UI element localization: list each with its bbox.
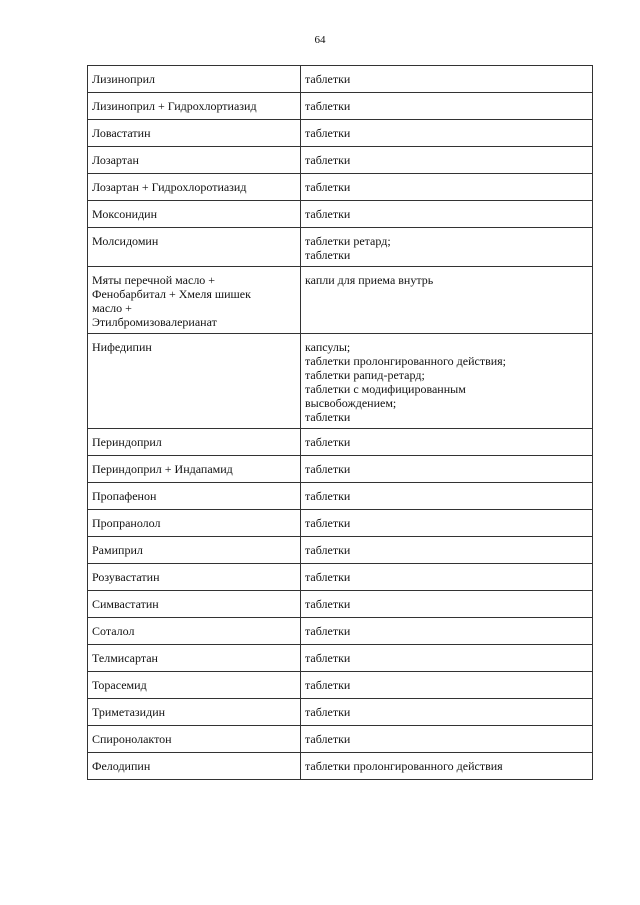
table-row — [88, 228, 593, 267]
table-row — [88, 672, 593, 699]
drug-name-line: Молсидомин — [92, 234, 159, 248]
drug-name-line: Моксонидин — [92, 207, 158, 221]
table-row — [88, 645, 593, 672]
drug-name-cell — [88, 537, 301, 564]
dosage-form-line: таблетки — [305, 180, 351, 194]
drug-name-line: Спиронолактон — [92, 732, 172, 746]
drug-name-line: Ловастатин — [92, 126, 151, 140]
dosage-form-cell — [301, 93, 593, 120]
drug-name-line: Пропранолол — [92, 516, 161, 530]
dosage-form-line: таблетки — [305, 207, 351, 221]
dosage-form-cell — [301, 456, 593, 483]
dosage-form-cell — [301, 537, 593, 564]
drug-name-cell — [88, 228, 301, 267]
drug-name-line: Рамиприл — [92, 543, 143, 557]
drug-name-cell — [88, 147, 301, 174]
table-row — [88, 66, 593, 93]
dosage-form-line: таблетки — [305, 516, 351, 530]
dosage-form-cell — [301, 174, 593, 201]
drug-name-cell — [88, 483, 301, 510]
dosage-form-cell — [301, 726, 593, 753]
table-row — [88, 591, 593, 618]
drug-name-cell — [88, 645, 301, 672]
drug-name-line: Лизиноприл — [92, 72, 155, 86]
table-body — [88, 66, 593, 780]
table-row — [88, 147, 593, 174]
table-row — [88, 618, 593, 645]
table-row — [88, 564, 593, 591]
drug-name-line: Мяты перечной масло + — [92, 273, 216, 287]
drug-name-line: Периндоприл + Индапамид — [92, 462, 233, 476]
drug-name-line: Нифедипин — [92, 340, 152, 354]
drug-name-cell — [88, 591, 301, 618]
drug-name-cell — [88, 66, 301, 93]
drug-name-line: Лозартан + Гидрохлоротиазид — [92, 180, 247, 194]
drug-name-line: Периндоприл — [92, 435, 162, 449]
dosage-form-line: таблетки пролонгированного действия — [305, 759, 503, 773]
drug-name-line: Симвастатин — [92, 597, 159, 611]
dosage-form-cell — [301, 564, 593, 591]
dosage-form-line: таблетки — [305, 678, 351, 692]
dosage-form-cell — [301, 483, 593, 510]
drug-name-line: Этилбромизовалерианат — [92, 315, 217, 329]
dosage-form-cell — [301, 120, 593, 147]
dosage-form-line: высвобождением; — [305, 396, 397, 410]
dosage-form-line: таблетки с модифицированным — [305, 382, 466, 396]
page-number: 64 — [314, 34, 326, 46]
table-row — [88, 726, 593, 753]
drug-name-cell — [88, 201, 301, 228]
dosage-form-line: таблетки рапид-ретард; — [305, 368, 425, 382]
dosage-form-line: капсулы; — [305, 340, 351, 354]
table-row — [88, 93, 593, 120]
dosage-form-line: таблетки — [305, 651, 351, 665]
table-row — [88, 120, 593, 147]
drug-name-line: Лизиноприл + Гидрохлортиазид — [92, 99, 257, 113]
drug-name-cell — [88, 174, 301, 201]
drug-name-cell — [88, 510, 301, 537]
dosage-form-line: капли для приема внутрь — [305, 273, 434, 287]
drug-name-cell — [88, 93, 301, 120]
drug-name-cell — [88, 726, 301, 753]
dosage-form-line: таблетки — [305, 597, 351, 611]
dosage-form-cell — [301, 591, 593, 618]
drug-name-cell — [88, 456, 301, 483]
dosage-form-cell — [301, 267, 593, 334]
dosage-form-cell — [301, 753, 593, 780]
drug-name-cell — [88, 618, 301, 645]
drug-name-cell — [88, 429, 301, 456]
drug-name-line: масло + — [92, 301, 132, 315]
drug-name-line: Розувастатин — [92, 570, 160, 584]
drug-name-line: Телмисартан — [92, 651, 158, 665]
drug-name-cell — [88, 267, 301, 334]
table-row — [88, 537, 593, 564]
dosage-form-line: таблетки — [305, 99, 351, 113]
dosage-form-line: таблетки — [305, 705, 351, 719]
dosage-form-line: таблетки — [305, 732, 351, 746]
dosage-form-line: таблетки — [305, 410, 351, 424]
drug-name-line: Фелодипин — [92, 759, 151, 773]
drug-name-cell — [88, 120, 301, 147]
dosage-form-cell — [301, 228, 593, 267]
dosage-form-line: таблетки пролонгированного действия; — [305, 354, 507, 368]
dosage-form-line: таблетки — [305, 435, 351, 449]
drug-name-cell — [88, 334, 301, 429]
dosage-form-cell — [301, 201, 593, 228]
dosage-form-cell — [301, 645, 593, 672]
dosage-form-line: таблетки — [305, 570, 351, 584]
dosage-form-cell — [301, 672, 593, 699]
drug-name-line: Триметазидин — [92, 705, 166, 719]
drug-table — [87, 65, 593, 780]
dosage-form-line: таблетки — [305, 72, 351, 86]
dosage-form-line: таблетки — [305, 126, 351, 140]
drug-name-line: Фенобарбитал + Хмеля шишек — [92, 287, 251, 301]
dosage-form-line: таблетки — [305, 153, 351, 167]
table-row — [88, 699, 593, 726]
dosage-form-line: таблетки — [305, 462, 351, 476]
dosage-form-cell — [301, 66, 593, 93]
table-row — [88, 483, 593, 510]
dosage-form-line: таблетки ретард; — [305, 234, 391, 248]
table-row — [88, 334, 593, 429]
dosage-form-cell — [301, 429, 593, 456]
drug-name-line: Лозартан — [92, 153, 139, 167]
dosage-form-line: таблетки — [305, 543, 351, 557]
drug-name-cell — [88, 564, 301, 591]
dosage-form-cell — [301, 618, 593, 645]
table-row — [88, 429, 593, 456]
dosage-form-cell — [301, 699, 593, 726]
table-row — [88, 174, 593, 201]
dosage-form-line: таблетки — [305, 248, 351, 262]
table-row — [88, 510, 593, 537]
dosage-form-cell — [301, 334, 593, 429]
dosage-form-cell — [301, 510, 593, 537]
drug-name-cell — [88, 672, 301, 699]
drug-name-cell — [88, 699, 301, 726]
dosage-form-line: таблетки — [305, 624, 351, 638]
dosage-form-cell — [301, 147, 593, 174]
dosage-form-line: таблетки — [305, 489, 351, 503]
drug-name-line: Соталол — [92, 624, 135, 638]
table-row — [88, 201, 593, 228]
drug-name-line: Торасемид — [92, 678, 147, 692]
table-row — [88, 456, 593, 483]
table-row — [88, 267, 593, 334]
table-row — [88, 753, 593, 780]
drug-name-line: Пропафенон — [92, 489, 157, 503]
drug-name-cell — [88, 753, 301, 780]
